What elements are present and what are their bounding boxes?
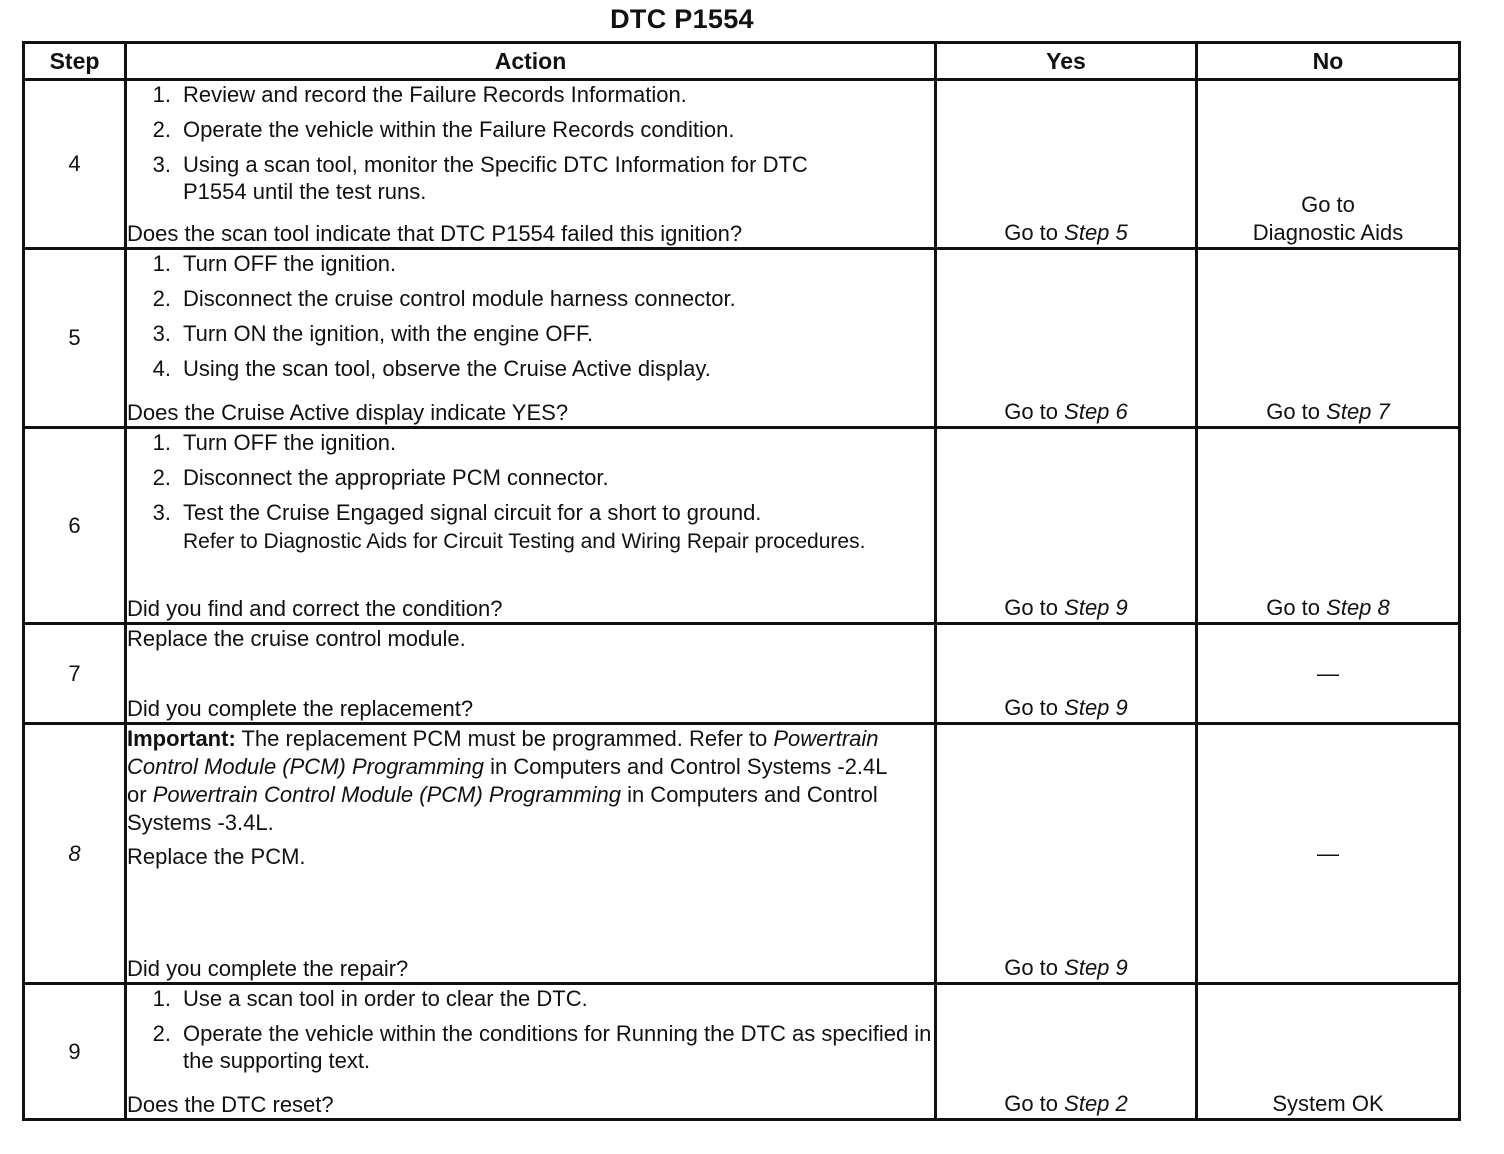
goto-prefix: Go to (1266, 399, 1321, 424)
yes-cell (936, 724, 1197, 984)
no-action-dash: — (1317, 840, 1339, 866)
list-number: 1. (152, 251, 171, 276)
list-item (127, 985, 934, 1012)
list-number: 2. (152, 117, 171, 142)
list-number: 2. (152, 465, 171, 490)
list-item (127, 285, 934, 312)
list-text: Disconnect the appropriate PCM connector. (183, 465, 609, 490)
list-number: 1. (152, 986, 171, 1011)
list-number: 3. (152, 321, 171, 346)
list-text: Operate the vehicle within the Failure Records condition. (183, 117, 735, 142)
document-title: DTC P1554 (610, 4, 754, 34)
list-item (127, 320, 934, 347)
action-question: Does the DTC reset? (127, 1092, 334, 1117)
list-text: Review and record the Failure Records Information. (183, 82, 687, 107)
goto-prefix: Go to (1004, 399, 1059, 424)
no-line-2: Diagnostic Aids (1252, 220, 1404, 245)
action-cell (126, 624, 936, 724)
list-number: 3. (152, 500, 171, 525)
list-number: 2. (152, 1021, 171, 1046)
yes-cell (936, 80, 1197, 249)
header-yes: Yes (936, 43, 1197, 80)
table-header-row (24, 43, 1460, 80)
list-text: Use a scan tool in order to clear the DTC. (183, 986, 588, 1011)
table-row-step-5 (24, 249, 1460, 428)
list-number: 1. (152, 82, 171, 107)
important-text: The replacement PCM must be programmed. Refer to (235, 726, 774, 751)
goto-prefix: Go to (1004, 1091, 1059, 1116)
list-text: Using a scan tool, monitor the Specific DTC Information for DTC P1554 until the test runs. (183, 152, 808, 204)
action-text: Replace the cruise control module. (127, 626, 466, 651)
goto-prefix: Go to (1266, 595, 1321, 620)
action-cell (126, 249, 936, 428)
list-item (127, 429, 934, 456)
action-list (127, 985, 934, 1078)
header-step: Step (24, 43, 126, 80)
system-ok-text: System OK (1272, 1091, 1384, 1116)
list-item (127, 151, 934, 205)
goto-prefix: Go to (1004, 695, 1059, 720)
goto-step-link: Step 9 (1064, 955, 1128, 980)
important-label: Important: (127, 726, 236, 751)
action-list (127, 81, 934, 209)
list-number: 4. (152, 356, 171, 381)
goto-step-link: Step 5 (1064, 220, 1128, 245)
list-text: Turn OFF the ignition. (183, 430, 397, 455)
goto-prefix: Go to (1004, 595, 1059, 620)
list-text: Turn OFF the ignition. (183, 251, 397, 276)
list-number: 2. (152, 286, 171, 311)
list-item (127, 250, 934, 277)
no-cell (1197, 80, 1460, 249)
important-text: in Computers and Control Systems -3.4L. (127, 782, 878, 835)
table-row-step-6 (24, 428, 1460, 624)
diagnostic-table (22, 41, 1461, 1121)
step-number: 5 (24, 249, 126, 428)
action-question: Does the scan tool indicate that DTC P1554 failed this ignition? (127, 221, 743, 246)
goto-prefix: Go to (1004, 955, 1059, 980)
yes-cell (936, 428, 1197, 624)
important-note (127, 725, 934, 837)
list-item (127, 355, 934, 382)
list-note: Refer to Diagnostic Aids for Circuit Testing and Wiring Repair procedures. (183, 530, 866, 553)
no-cell (1197, 984, 1460, 1120)
yes-cell (936, 624, 1197, 724)
list-text: Test the Cruise Engaged signal circuit for a short to ground. (183, 500, 762, 525)
action-cell (126, 724, 936, 984)
action-cell (126, 984, 936, 1120)
no-cell (1197, 624, 1460, 724)
list-text: Operate the vehicle within the conditions for Running the DTC as specified in the supporting text. (183, 1021, 932, 1073)
step-number: 6 (24, 428, 126, 624)
action-question: Did you complete the replacement? (127, 696, 474, 721)
no-cell (1197, 249, 1460, 428)
no-line-1: Go to (1301, 192, 1355, 217)
action-cell (126, 80, 936, 249)
goto-step-link: Step 9 (1064, 595, 1128, 620)
list-text: Disconnect the cruise control module harness connector. (183, 286, 736, 311)
step-number: 4 (24, 80, 126, 249)
step-number: 8 (24, 724, 126, 984)
yes-cell (936, 249, 1197, 428)
yes-cell (936, 984, 1197, 1120)
reference-link: Powertrain Control Module (PCM) Programming (152, 782, 621, 807)
list-item (127, 81, 934, 108)
table-row-step-8 (24, 724, 1460, 984)
step-number: 9 (24, 984, 126, 1120)
action-list (127, 429, 934, 559)
list-item (127, 464, 934, 491)
goto-step-link: Step 6 (1064, 399, 1128, 424)
list-item (127, 499, 934, 555)
goto-step-link: Step 8 (1326, 595, 1390, 620)
goto-step-link: Step 9 (1064, 695, 1128, 720)
table-row-step-7 (24, 624, 1460, 724)
list-number: 3. (152, 152, 171, 177)
table-row-step-4 (24, 80, 1460, 249)
goto-step-link: Step 7 (1326, 399, 1390, 424)
goto-prefix: Go to (1004, 220, 1059, 245)
list-number: 1. (152, 430, 171, 455)
step-number: 7 (24, 624, 126, 724)
action-text: Replace the PCM. (127, 844, 306, 869)
no-cell (1197, 428, 1460, 624)
action-question: Did you complete the repair? (127, 956, 409, 981)
header-no: No (1197, 43, 1460, 80)
no-action-dash: — (1317, 660, 1339, 686)
important-text: in Computers and Control Systems -2.4L or (127, 754, 887, 807)
table-row-step-9 (24, 984, 1460, 1120)
action-question: Does the Cruise Active display indicate YES? (127, 400, 569, 425)
header-action: Action (126, 43, 936, 80)
no-cell (1197, 724, 1460, 984)
action-question: Did you find and correct the condition? (127, 596, 503, 621)
reference-link: Powertrain Control Module (PCM) Programming (127, 726, 879, 779)
goto-step-link: Step 2 (1064, 1091, 1128, 1116)
action-cell (126, 428, 936, 624)
list-text: Using the scan tool, observe the Cruise Active display. (183, 356, 711, 381)
action-list (127, 250, 934, 386)
list-item (127, 116, 934, 143)
list-text: Turn ON the ignition, with the engine OFF. (183, 321, 594, 346)
list-item (127, 1020, 934, 1074)
